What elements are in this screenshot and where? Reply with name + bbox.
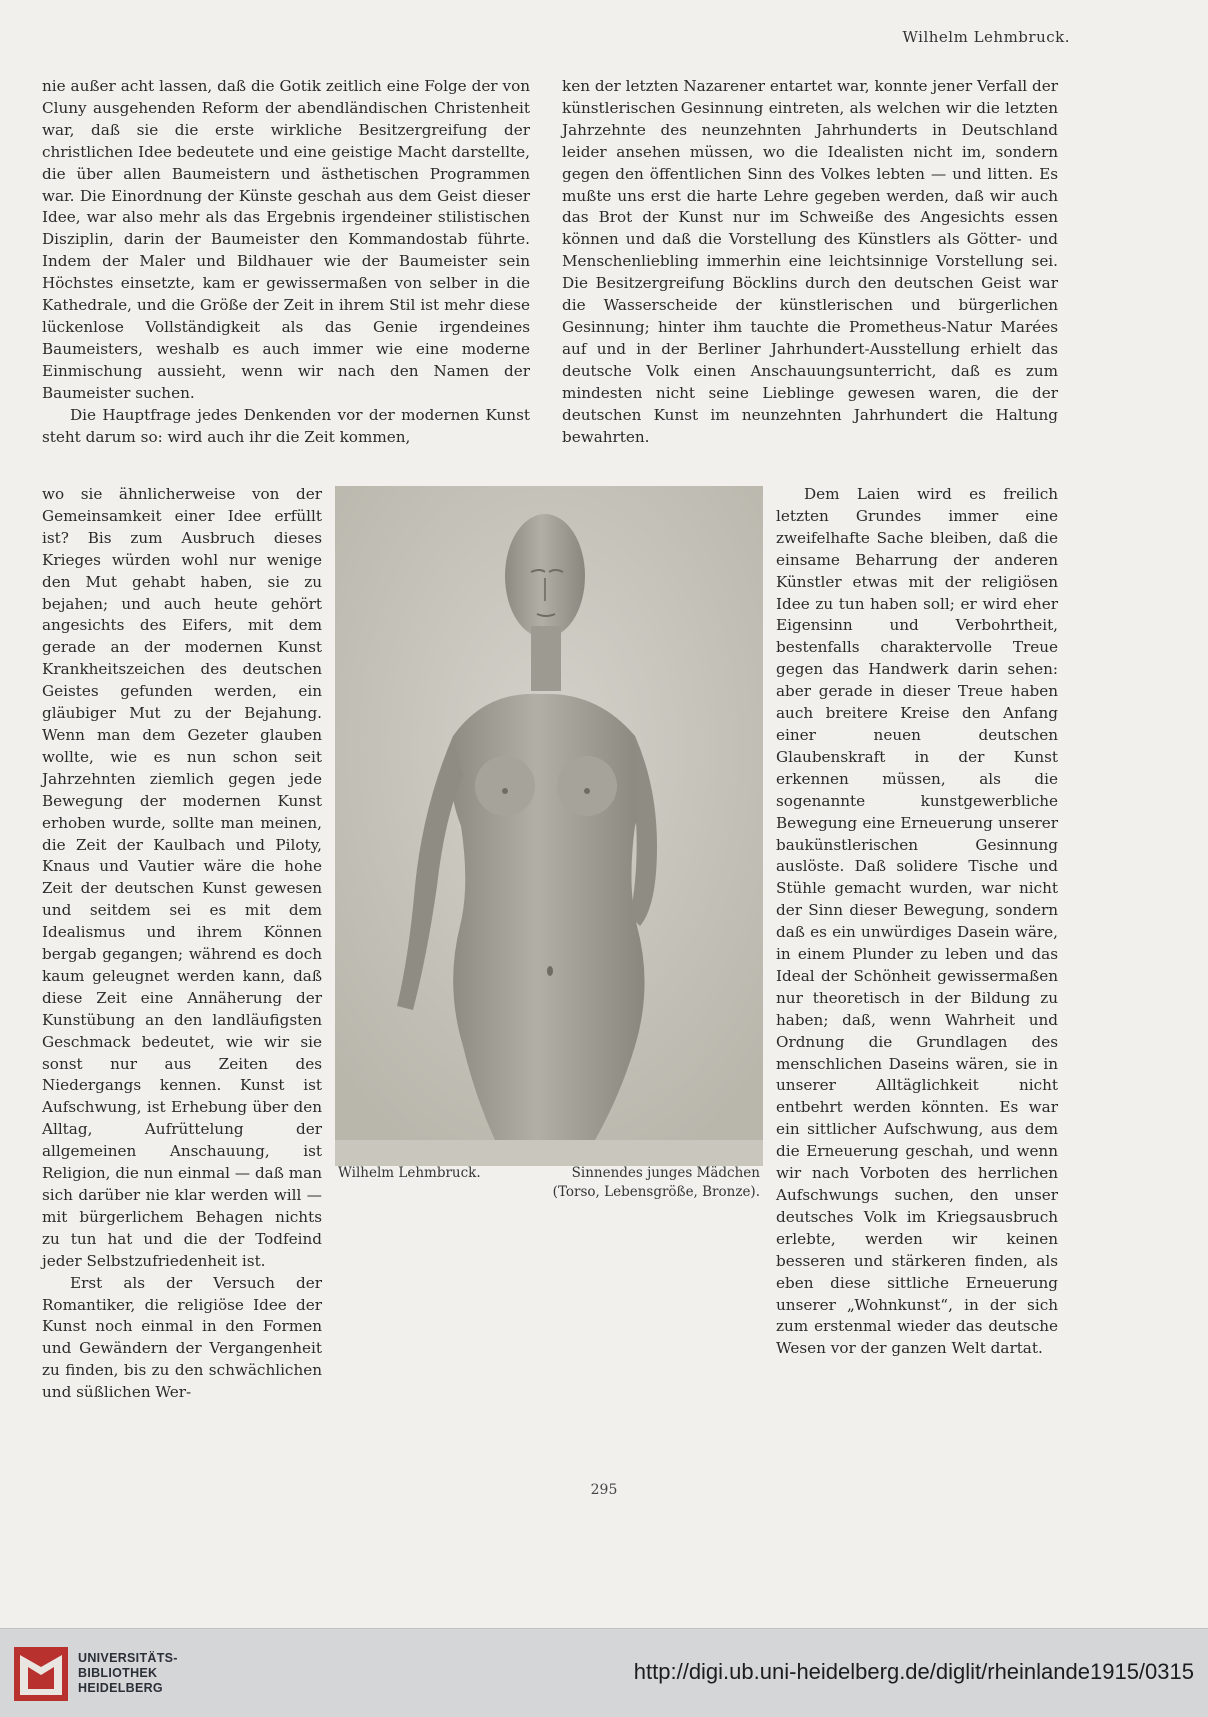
paragraph: ken der letzten Nazarener entartet war, konnte jener Verfall der künstlerischen Gesinnung eintreten, als welchen wir die letzten Jahrzehnte des neunzehnten Jahrhunderts in Deutschland leider ansehen müssen, wo die Idealisten nicht im, sondern gegen den öffentlichen Sinn des Volkes lebten — und litten. Es mußte uns erst die harte Lehre gegeben werden, daß wir auch das Brot der Kunst nur im Schweiße des Angesichts essen können und daß die Vorstellung des Künstlers als Götter- und Menschenliebling immerhin eine leichtsinnige Vorstellung sei. Die Besitzergreifung Böcklins durch den deutschen Geist war die Wasserscheide der künstlerischen und bürgerlichen Gesinnung; hinter ihm tauchte die Prometheus-Natur Marées auf und in der Berliner Jahrhundert-Ausstellung erhielt das deutsche Volk einen Anschauungsunterricht, daß es zum mindesten nicht seine Lieblinge gewesen waren, die der deutschen Kunst im neunzehnten Jahrhundert die Haltung bewahrten.: [562, 77, 1058, 446]
left-column-top: [42, 76, 530, 448]
right-column-narrow: [776, 484, 1058, 1360]
running-header: Wilhelm Lehmbruck.: [902, 28, 1070, 46]
caption-title-line: Sinnendes junges Mädchen: [571, 1165, 760, 1181]
library-name: UNIVERSITÄTS- BIBLIOTHEK HEIDELBERG: [78, 1651, 178, 1695]
caption-title-line: (Torso, Lebensgröße, Bronze).: [552, 1184, 760, 1200]
sculpture-photo: [335, 486, 763, 1140]
left-column-narrow: [42, 484, 322, 1404]
caption-artist: Wilhelm Lehmbruck.: [338, 1165, 481, 1181]
permalink-url[interactable]: http://digi.ub.uni-heidelberg.de/diglit/rheinlande1915/0315: [633, 1659, 1194, 1684]
paragraph: Die Hauptfrage jedes Denkenden vor der modernen Kunst steht darum so: wird auch ihr die Zeit kommen,: [42, 405, 530, 446]
right-column-top: [562, 76, 1058, 448]
paragraph: Dem Laien wird es freilich letzten Grundes immer eine zweifelhafte Sache bleiben, daß die einsame Beharrung der anderen Künstler etwas mit der religiösen Idee zu tun haben soll; er wird eher Eigensinn und Verbohrtheit, bestenfalls charaktervolle Treue gegen das Handwerk darin sehen: aber gerade in dieser Treue haben auch breitere Kreise den Anfang einer neuen deutschen Glaubenskraft in der Kunst erkennen müssen, als die sogenannte kunstgewerbliche Bewegung eine Erneuerung unserer baukünstlerischen Gesinnung auslöste. Daß solidere Tische und Stühle gemacht wurden, war nicht der Sinn dieser Bewegung, sondern daß es ein unwürdiges Dasein wäre, in einem Plunder zu leben und das Ideal der Schönheit gewissermaßen nur theoretisch in der Bildung zu haben; daß, wenn Wahrheit und Ordnung die Grundlagen des menschlichen Daseins wären, sie in unserer Alltäglichkeit nicht entbehrt werden könnten. Es war ein sittlicher Aufschwung, aus dem die Erneuerung geschah, und wenn wir nach Vorboten des herrlichen Aufschwungs suchen, den unser deutsches Volk im Kriegsausbruch erlebte, werden wir keinen besseren und stärkeren finden, als eben diese sittliche Erneuerung unserer „Wohnkunst“, in der sich zum erstenmal wieder das deutsche Wesen vor der ganzen Welt dartat.: [776, 485, 1058, 1358]
viewer-footer: [0, 1628, 1208, 1717]
paragraph: nie außer acht lassen, daß die Gotik zeitlich eine Folge der von Cluny ausgehenden Reform der abendländischen Christenheit war, daß sie die erste wirkliche Besitzergreifung der christlichen Idee bedeutete und eine geistige Macht darstellte, die über allen Baumeistern und ästhetischen Programmen war. Die Einordnung der Künste geschah aus dem Geist dieser Idee, war also mehr als das Ergebnis irgendeiner stilistischen Disziplin, darin der Baumeister den Kommandostab führte. Indem der Maler und Bildhauer wie der Baumeister sein Höchstes einsetzte, kam er gewissermaßen von selber in die Kathedrale, und die Größe der Zeit in ihrem Stil ist mehr diese lückenlose Vollständigkeit als das Genie irgendeines Baumeisters, weshalb es auch immer wie eine moderne Einmischung aussieht, wenn wir nach den Namen der Baumeister suchen.: [42, 77, 530, 402]
page-number: 295: [590, 1482, 618, 1498]
university-library-logo-icon: [14, 1647, 68, 1701]
sculpture-figure: [335, 486, 763, 1166]
paragraph: Erst als der Versuch der Romantiker, die religiöse Idee der Kunst noch einmal in den Formen und Gewändern der Vergangenheit zu finden, bis zu den schwächlichen und süßlichen Wer-: [42, 1273, 322, 1402]
paragraph: wo sie ähnlicherweise von der Gemeinsamkeit einer Idee erfüllt ist? Bis zum Ausbruch dieses Krieges würden wohl nur wenige den Mut gehabt haben, sie zu bejahen; und auch heute gehört angesichts des Eifers, mit dem gerade an der modernen Kunst Krankheitszeichen des deutschen Geistes gefunden werden, ein gläubiger Mut zu der Bejahung. Wenn man dem Gezeter glauben wollte, wie es nun schon seit Jahrzehnten ziemlich gegen jede Bewegung der modernen Kunst erhoben wurde, sollte man meinen, die Zeit der Kaulbach und Piloty, Knaus und Vautier wäre die hohe Zeit der deutschen Kunst gewesen und seitdem sei es mit dem Idealismus und ihrem Können bergab gegangen; während es doch kaum geleugnet werden kann, daß diese Zeit eine Annäherung der Kunstübung an den landläufigsten Geschmack bedeutet, wie wir sie sonst nur aus Zeiten des Niedergangs kennen. Kunst ist Aufschwung, ist Erhebung über den Alltag, Aufrüttelung der allgemeinen Anschauung, ist Religion, die nun einmal — daß man sich darüber nie klar werden will — mit bürgerlichem Behagen nichts zu tun hat und die der Todfeind jeder Selbstzufriedenheit ist.: [42, 485, 322, 1270]
caption-title: [520, 1164, 760, 1202]
